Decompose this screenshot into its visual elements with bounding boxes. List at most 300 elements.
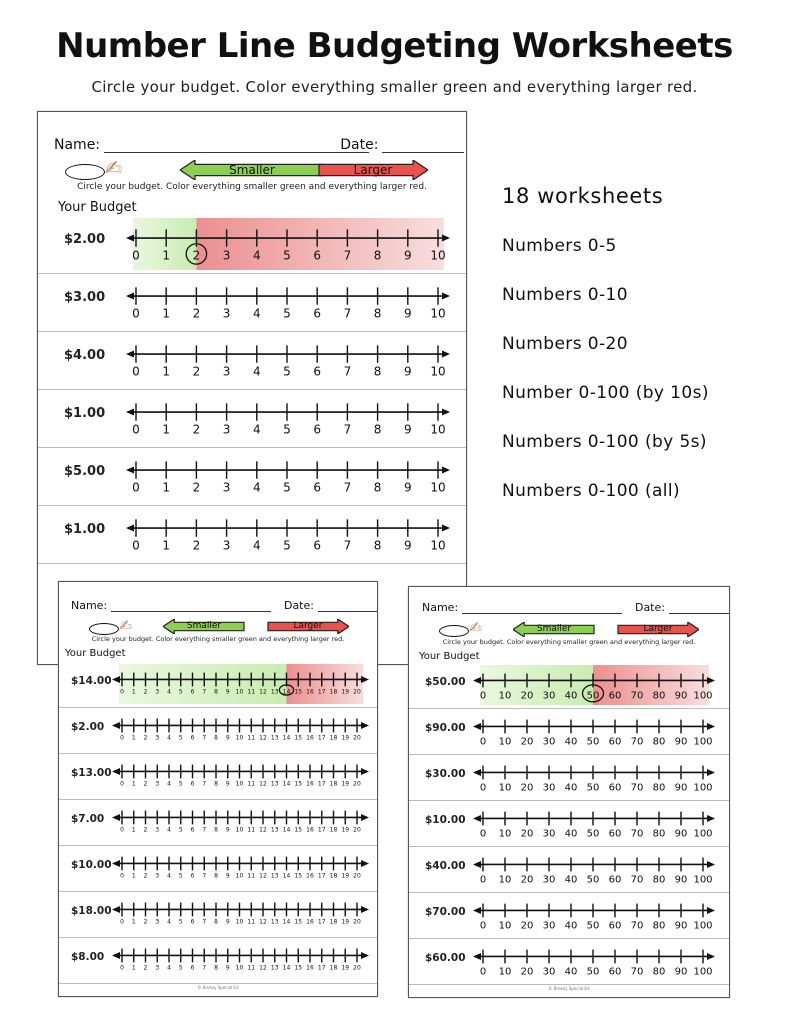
tick-label: 9: [225, 964, 230, 972]
tick-label: 60: [608, 828, 622, 840]
circle-example-icon: [89, 623, 119, 635]
arrow-left-icon: [112, 768, 120, 775]
arrow-left-icon: [126, 409, 134, 416]
tick-label: 2: [143, 734, 148, 742]
circle-example-icon: [65, 164, 105, 180]
tick-label: 50: [586, 782, 600, 794]
budget-row: [38, 216, 466, 274]
tick-label: 6: [190, 688, 195, 696]
tick-label: 11: [247, 872, 256, 880]
arrow-right-icon: [707, 815, 715, 822]
tick-label: 13: [270, 826, 279, 834]
tick-label: 11: [247, 688, 256, 696]
tick-label: 10: [430, 480, 446, 495]
tick-label: 2: [143, 872, 148, 880]
tick-label: 60: [608, 966, 622, 978]
tick-label: 6: [190, 918, 195, 926]
tick-label: 6: [313, 538, 322, 553]
tick-label: 60: [608, 782, 622, 794]
number-line[interactable]: [59, 754, 377, 800]
tick-label: 20: [353, 688, 361, 696]
tick-label: 100: [693, 966, 713, 978]
tick-label: 7: [202, 918, 207, 926]
tick-label: 30: [542, 782, 556, 794]
tick-label: 1: [162, 364, 171, 379]
tick-label: 1: [162, 248, 171, 263]
name-label: Name:: [54, 137, 101, 153]
date-label: Date:: [634, 601, 665, 614]
budget-amount: $50.00: [425, 675, 466, 688]
tick-label: 1: [162, 538, 171, 553]
tick-label: 15: [294, 734, 303, 742]
budget-row: [38, 506, 466, 564]
tick-label: 80: [652, 874, 666, 886]
tick-label: 10: [235, 734, 244, 742]
arrow-left-icon: [112, 722, 120, 729]
tick-label: 7: [343, 422, 352, 437]
tick-label: 0: [132, 306, 140, 321]
tick-label: 3: [155, 734, 160, 742]
tick-label: 50: [586, 920, 600, 932]
tick-label: 0: [479, 920, 487, 932]
instruction-text: Circle your budget. Color everything smaller green and everything larger red.: [442, 638, 696, 646]
tick-label: 18: [329, 964, 338, 972]
tick-label: 5: [283, 306, 291, 321]
tick-label: 13: [270, 688, 279, 696]
tick-label: 0: [132, 538, 140, 553]
tick-label: 8: [214, 918, 218, 926]
tick-label: 6: [313, 306, 322, 321]
larger-arrow: [318, 160, 428, 180]
tick-label: 14: [282, 964, 291, 972]
budget-amount: $60.00: [425, 951, 466, 964]
tick-label: 18: [329, 826, 338, 834]
tick-label: 70: [630, 828, 644, 840]
tick-label: 16: [306, 964, 314, 972]
tick-label: 1: [162, 306, 171, 321]
tick-label: 19: [341, 872, 350, 880]
arrow-left-icon: [112, 952, 120, 959]
tick-label: 5: [283, 480, 291, 495]
arrow-right-icon: [361, 768, 369, 775]
tick-label: 100: [693, 828, 713, 840]
number-line[interactable]: [409, 709, 723, 755]
tick-label: 19: [341, 780, 350, 788]
name-field[interactable]: [104, 139, 369, 153]
arrow-left-icon: [473, 723, 481, 730]
tick-label: 5: [283, 364, 291, 379]
tick-label: 10: [498, 920, 512, 932]
tick-label: 20: [353, 826, 361, 834]
tick-label: 100: [693, 736, 713, 748]
tick-label: 15: [294, 918, 303, 926]
tick-label: 5: [178, 918, 183, 926]
date-field[interactable]: [318, 601, 378, 612]
tick-label: 3: [155, 780, 160, 788]
copyright-footer: © Breezy Special Ed: [197, 985, 239, 990]
tick-label: 17: [317, 918, 326, 926]
tick-label: 18: [329, 872, 338, 880]
tick-label: 2: [192, 306, 201, 321]
arrow-left-icon: [126, 467, 134, 474]
budget-row: [409, 847, 729, 893]
arrow-right-icon: [442, 293, 450, 300]
number-line[interactable]: [409, 847, 723, 893]
larger-arrow: [617, 622, 699, 637]
arrow-left-icon: [473, 953, 481, 960]
tick-label: 50: [586, 874, 600, 886]
tick-label: 2: [143, 918, 148, 926]
tick-label: 12: [259, 826, 267, 834]
tick-label: 0: [120, 872, 124, 880]
arrow-right-icon: [707, 907, 715, 914]
budget-amount: $18.00: [71, 904, 112, 917]
budget-amount: $14.00: [71, 674, 112, 687]
tick-label: 30: [542, 966, 556, 978]
tick-label: 10: [498, 828, 512, 840]
budget-row: [409, 663, 729, 709]
tick-label: 3: [155, 688, 160, 696]
tick-label: 0: [120, 780, 124, 788]
tick-label: 8: [214, 688, 218, 696]
tick-label: 1: [131, 688, 136, 696]
tick-label: 4: [167, 734, 171, 742]
tick-label: 1: [162, 480, 171, 495]
tick-label: 70: [630, 690, 644, 702]
number-line[interactable]: [38, 274, 458, 332]
tick-label: 7: [343, 306, 352, 321]
budget-amount: $1.00: [64, 406, 106, 422]
number-line[interactable]: [59, 662, 377, 708]
tick-label: 4: [167, 688, 171, 696]
tick-label: 5: [283, 538, 291, 553]
tick-label: 9: [403, 306, 412, 321]
arrow-left-icon: [126, 525, 134, 532]
name-date-row: [422, 601, 730, 614]
tick-label: 100: [693, 690, 713, 702]
number-line[interactable]: [38, 216, 458, 274]
name-label: Name:: [422, 601, 459, 614]
budget-amount: $40.00: [425, 859, 466, 872]
arrow-left-icon: [112, 906, 120, 913]
number-line[interactable]: [59, 800, 377, 846]
budget-row: [409, 893, 729, 939]
number-line[interactable]: [409, 893, 723, 939]
tick-label: 8: [373, 306, 382, 321]
tick-label: 8: [214, 780, 218, 788]
number-line[interactable]: [38, 448, 458, 506]
tick-label: 8: [214, 826, 218, 834]
tick-label: 6: [190, 872, 195, 880]
tick-label: 15: [294, 872, 303, 880]
larger-label: Larger: [643, 624, 673, 634]
tick-label: 3: [155, 872, 160, 880]
arrow-right-icon: [361, 860, 369, 867]
tick-label: 100: [693, 920, 713, 932]
tick-label: 11: [247, 964, 256, 972]
feature-item: Numbers 0-10: [502, 285, 628, 305]
tick-label: 0: [120, 688, 124, 696]
number-line[interactable]: [409, 663, 723, 709]
tick-label: 10: [235, 688, 244, 696]
arrow-left-icon: [473, 769, 481, 776]
arrow-right-icon: [707, 861, 715, 868]
circle-example-icon: [439, 625, 469, 637]
tick-label: 9: [403, 480, 412, 495]
tick-label: 4: [252, 538, 261, 553]
number-line[interactable]: [59, 846, 377, 892]
feature-item: Numbers 0-20: [502, 334, 628, 354]
tick-label: 30: [542, 828, 556, 840]
date-field[interactable]: [382, 139, 464, 153]
tick-label: 4: [252, 306, 261, 321]
arrow-right-icon: [442, 525, 450, 532]
date-field[interactable]: [669, 603, 730, 614]
tick-label: 6: [313, 422, 322, 437]
tick-label: 7: [343, 538, 352, 553]
date-label: Date:: [283, 599, 314, 612]
tick-label: 70: [630, 966, 644, 978]
tick-label: 7: [202, 826, 207, 834]
tick-label: 60: [608, 736, 622, 748]
tick-label: 5: [283, 248, 291, 263]
arrow-left-icon: [473, 861, 481, 868]
tick-label: 0: [120, 918, 124, 926]
tick-label: 80: [652, 736, 666, 748]
tick-label: 60: [608, 920, 622, 932]
tick-label: 2: [192, 422, 201, 437]
budget-amount: $70.00: [425, 905, 466, 918]
arrow-right-icon: [361, 952, 369, 959]
tick-label: 11: [247, 734, 256, 742]
tick-label: 20: [353, 872, 361, 880]
instruction-text: Circle your budget. Color everything smaller green and everything larger red.: [91, 635, 345, 643]
tick-label: 9: [403, 248, 412, 263]
tick-label: 11: [247, 918, 256, 926]
tick-label: 15: [294, 780, 303, 788]
tick-label: 17: [317, 826, 326, 834]
arrow-right-icon: [442, 351, 450, 358]
tick-label: 2: [192, 364, 201, 379]
tick-label: 50: [586, 690, 600, 702]
tick-label: 17: [317, 688, 326, 696]
tick-label: 18: [329, 780, 338, 788]
tick-label: 3: [222, 422, 231, 437]
tick-label: 2: [192, 248, 201, 263]
tick-label: 12: [259, 964, 267, 972]
tick-label: 4: [252, 422, 261, 437]
tick-label: 70: [630, 874, 644, 886]
tick-label: 8: [373, 364, 382, 379]
budget-row: [409, 939, 729, 985]
tick-label: 0: [132, 248, 140, 263]
tick-label: 8: [214, 734, 218, 742]
tick-label: 20: [353, 734, 361, 742]
tick-label: 8: [214, 964, 218, 972]
tick-label: 18: [329, 734, 338, 742]
smaller-label: Smaller: [536, 624, 572, 634]
tick-label: 1: [131, 964, 136, 972]
tick-label: 5: [178, 964, 183, 972]
tick-label: 16: [306, 826, 314, 834]
budget-amount: $90.00: [425, 721, 466, 734]
tick-label: 1: [131, 826, 136, 834]
tick-label: 14: [282, 918, 291, 926]
tick-label: 80: [652, 828, 666, 840]
arrow-right-icon: [442, 467, 450, 474]
tick-label: 10: [430, 538, 446, 553]
number-line[interactable]: [409, 755, 723, 801]
tick-label: 0: [132, 364, 140, 379]
tick-label: 60: [608, 874, 622, 886]
tick-label: 20: [520, 966, 534, 978]
tick-label: 30: [542, 690, 556, 702]
budget-row: [59, 708, 377, 754]
page-title: Number Line Budgeting Worksheets: [56, 26, 733, 66]
number-line[interactable]: [59, 892, 377, 938]
tick-label: 14: [282, 780, 291, 788]
arrow-right-icon: [707, 723, 715, 730]
arrow-left-icon: [126, 235, 134, 242]
arrow-right-icon: [361, 676, 369, 683]
tick-label: 80: [652, 966, 666, 978]
tick-label: 1: [131, 780, 136, 788]
tick-label: 13: [270, 780, 279, 788]
tick-label: 20: [520, 920, 534, 932]
tick-label: 8: [373, 480, 382, 495]
tick-label: 9: [403, 422, 412, 437]
budget-row: [59, 800, 377, 846]
tick-label: 10: [498, 874, 512, 886]
arrow-right-icon: [707, 677, 715, 684]
tick-label: 10: [235, 918, 244, 926]
your-budget-header: Your Budget: [65, 648, 126, 659]
tick-label: 17: [317, 964, 326, 972]
pencil-hand-icon: ✍: [469, 619, 483, 637]
tick-label: 13: [270, 964, 279, 972]
name-field[interactable]: [111, 601, 271, 612]
tick-label: 7: [202, 688, 207, 696]
tick-label: 40: [564, 782, 578, 794]
tick-label: 7: [202, 734, 207, 742]
tick-label: 20: [353, 964, 361, 972]
tick-label: 0: [479, 874, 487, 886]
tick-label: 5: [178, 872, 183, 880]
tick-label: 18: [329, 688, 338, 696]
tick-label: 12: [259, 872, 267, 880]
feature-item: Numbers 0-100 (by 5s): [502, 432, 707, 452]
tick-label: 10: [430, 248, 446, 263]
budget-row: [409, 755, 729, 801]
tick-label: 11: [247, 780, 256, 788]
tick-label: 6: [313, 364, 322, 379]
arrow-left-icon: [473, 907, 481, 914]
name-label: Name:: [71, 599, 108, 612]
tick-label: 2: [143, 964, 148, 972]
page-subtitle: Circle your budget. Color everything smaller green and everything larger red.: [91, 78, 698, 96]
tick-label: 1: [162, 422, 171, 437]
tick-label: 20: [353, 918, 361, 926]
number-line[interactable]: [38, 506, 458, 564]
tick-label: 12: [259, 734, 267, 742]
tick-label: 10: [498, 690, 512, 702]
tick-label: 16: [306, 918, 314, 926]
tick-label: 5: [178, 826, 183, 834]
budget-row: [59, 846, 377, 892]
tick-label: 14: [282, 688, 291, 696]
tick-label: 0: [120, 734, 124, 742]
arrow-right-icon: [707, 953, 715, 960]
tick-label: 20: [520, 828, 534, 840]
tick-label: 70: [630, 920, 644, 932]
tick-label: 4: [167, 780, 171, 788]
larger-arrow: [267, 619, 349, 634]
tick-label: 80: [652, 690, 666, 702]
tick-label: 40: [564, 920, 578, 932]
arrow-right-icon: [442, 409, 450, 416]
tick-label: 2: [192, 538, 201, 553]
tick-label: 4: [167, 826, 171, 834]
tick-label: 90: [674, 736, 688, 748]
tick-label: 60: [608, 690, 622, 702]
arrow-right-icon: [442, 235, 450, 242]
number-line[interactable]: [59, 938, 377, 984]
number-line[interactable]: [409, 939, 723, 985]
tick-label: 17: [317, 872, 326, 880]
tick-label: 20: [520, 782, 534, 794]
tick-label: 0: [479, 690, 487, 702]
tick-label: 16: [306, 872, 314, 880]
number-line[interactable]: [38, 332, 458, 390]
tick-label: 9: [225, 918, 230, 926]
tick-label: 9: [225, 734, 230, 742]
tick-label: 0: [120, 826, 124, 834]
number-line[interactable]: [409, 801, 723, 847]
tick-label: 10: [498, 782, 512, 794]
tick-label: 0: [479, 736, 487, 748]
tick-label: 6: [190, 734, 195, 742]
tick-label: 5: [178, 734, 183, 742]
tick-label: 100: [693, 782, 713, 794]
name-date-row: [54, 137, 464, 153]
tick-label: 2: [192, 480, 201, 495]
tick-label: 50: [586, 736, 600, 748]
tick-label: 20: [520, 736, 534, 748]
arrow-left-icon: [473, 677, 481, 684]
number-line[interactable]: [38, 390, 458, 448]
tick-label: 13: [270, 918, 279, 926]
tick-label: 4: [252, 248, 261, 263]
name-field[interactable]: [462, 603, 622, 614]
tick-label: 4: [252, 480, 261, 495]
feature-item: Number 0-100 (by 10s): [502, 383, 709, 403]
tick-label: 4: [167, 872, 171, 880]
tick-label: 30: [542, 874, 556, 886]
tick-label: 6: [313, 248, 322, 263]
tick-label: 9: [403, 538, 412, 553]
tick-label: 40: [564, 690, 578, 702]
tick-label: 0: [479, 966, 487, 978]
tick-label: 17: [317, 780, 326, 788]
tick-label: 16: [306, 688, 314, 696]
number-line[interactable]: [59, 708, 377, 754]
arrow-left-icon: [126, 351, 134, 358]
smaller-arrow: [163, 619, 245, 634]
budget-amount: $7.00: [71, 812, 105, 825]
worksheet-count: 18 worksheets: [502, 184, 664, 208]
tick-label: 40: [564, 874, 578, 886]
tick-label: 90: [674, 690, 688, 702]
